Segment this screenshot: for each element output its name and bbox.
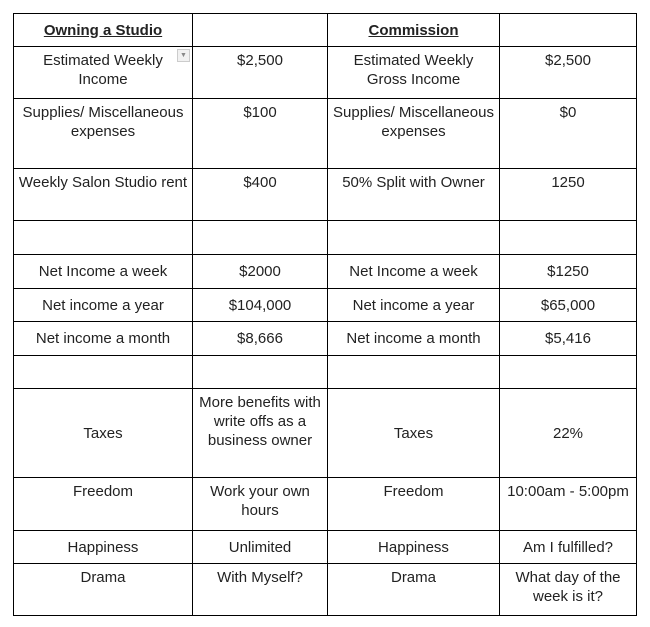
table-row [14, 169, 637, 221]
table-cell[interactable]: $104,000 [193, 289, 328, 322]
table-row [14, 531, 637, 564]
table-row [14, 478, 637, 531]
table-row-empty [14, 356, 637, 389]
table-cell[interactable]: $2,500 [500, 47, 637, 99]
table-cell[interactable]: $0 [500, 99, 637, 169]
table-cell[interactable] [14, 221, 193, 255]
table-cell[interactable]: 10:00am - 5:00pm [500, 478, 637, 531]
cell-text: Estimated Weekly Income [43, 52, 163, 88]
table-cell[interactable]: Taxes [14, 389, 193, 478]
table-cell[interactable]: Net income a year [328, 289, 500, 322]
table-row [14, 389, 637, 478]
table-cell[interactable] [500, 356, 637, 389]
table-cell[interactable]: Am I fulfilled? [500, 531, 637, 564]
table-row [14, 289, 637, 322]
header-empty[interactable] [193, 14, 328, 47]
table-cell[interactable]: Happiness [14, 531, 193, 564]
table-cell[interactable]: Supplies/ Miscellaneous expenses [328, 99, 500, 169]
table-cell[interactable] [193, 221, 328, 255]
table-cell[interactable]: Net Income a week [14, 255, 193, 289]
table-cell[interactable]: 50% Split with Owner [328, 169, 500, 221]
table-cell[interactable]: 22% [500, 389, 637, 478]
table-cell[interactable]: $400 [193, 169, 328, 221]
table-cell[interactable]: Drama [328, 564, 500, 616]
table-cell[interactable]: $2000 [193, 255, 328, 289]
table-cell[interactable]: More benefits with write offs as a business owner [193, 389, 328, 478]
table-cell[interactable]: $2,500 [193, 47, 328, 99]
table-cell[interactable]: Net income a year [14, 289, 193, 322]
table-cell[interactable]: Estimated Weekly Gross Income [328, 47, 500, 99]
table-cell[interactable]: With Myself? [193, 564, 328, 616]
table-cell[interactable]: Supplies/ Miscellaneous expenses [14, 99, 193, 169]
table-cell[interactable]: $8,666 [193, 322, 328, 356]
header-owning-studio[interactable]: Owning a Studio [14, 14, 193, 47]
comparison-table [13, 13, 637, 616]
table-row [14, 322, 637, 356]
table-cell[interactable]: What day of the week is it? [500, 564, 637, 616]
table-row [14, 564, 637, 616]
table-cell[interactable]: Unlimited [193, 531, 328, 564]
table-cell[interactable]: Drama [14, 564, 193, 616]
table-cell[interactable]: Net income a month [14, 322, 193, 356]
table-cell[interactable] [500, 221, 637, 255]
header-row [14, 14, 637, 47]
table-cell[interactable]: Net income a month [328, 322, 500, 356]
table-row [14, 47, 637, 99]
table-cell[interactable]: Freedom [328, 478, 500, 531]
dropdown-arrow-icon[interactable]: ▼ [177, 49, 190, 62]
table-cell[interactable] [328, 356, 500, 389]
table-cell[interactable]: $65,000 [500, 289, 637, 322]
header-empty[interactable] [500, 14, 637, 47]
table-cell[interactable]: $100 [193, 99, 328, 169]
table-cell[interactable]: Weekly Salon Studio rent [14, 169, 193, 221]
table-cell[interactable]: 1250 [500, 169, 637, 221]
table-row [14, 255, 637, 289]
table-cell[interactable] [14, 356, 193, 389]
header-commission[interactable]: Commission [328, 14, 500, 47]
table-cell[interactable]: Net Income a week [328, 255, 500, 289]
table-cell[interactable]: $1250 [500, 255, 637, 289]
table-row [14, 99, 637, 169]
table-cell[interactable] [14, 47, 193, 99]
table-cell[interactable]: Freedom [14, 478, 193, 531]
table-cell[interactable] [328, 221, 500, 255]
table-cell[interactable]: $5,416 [500, 322, 637, 356]
table-cell[interactable]: Taxes [328, 389, 500, 478]
table-cell[interactable]: Happiness [328, 531, 500, 564]
table-cell[interactable] [193, 356, 328, 389]
table-row-empty [14, 221, 637, 255]
table-cell[interactable]: Work your own hours [193, 478, 328, 531]
